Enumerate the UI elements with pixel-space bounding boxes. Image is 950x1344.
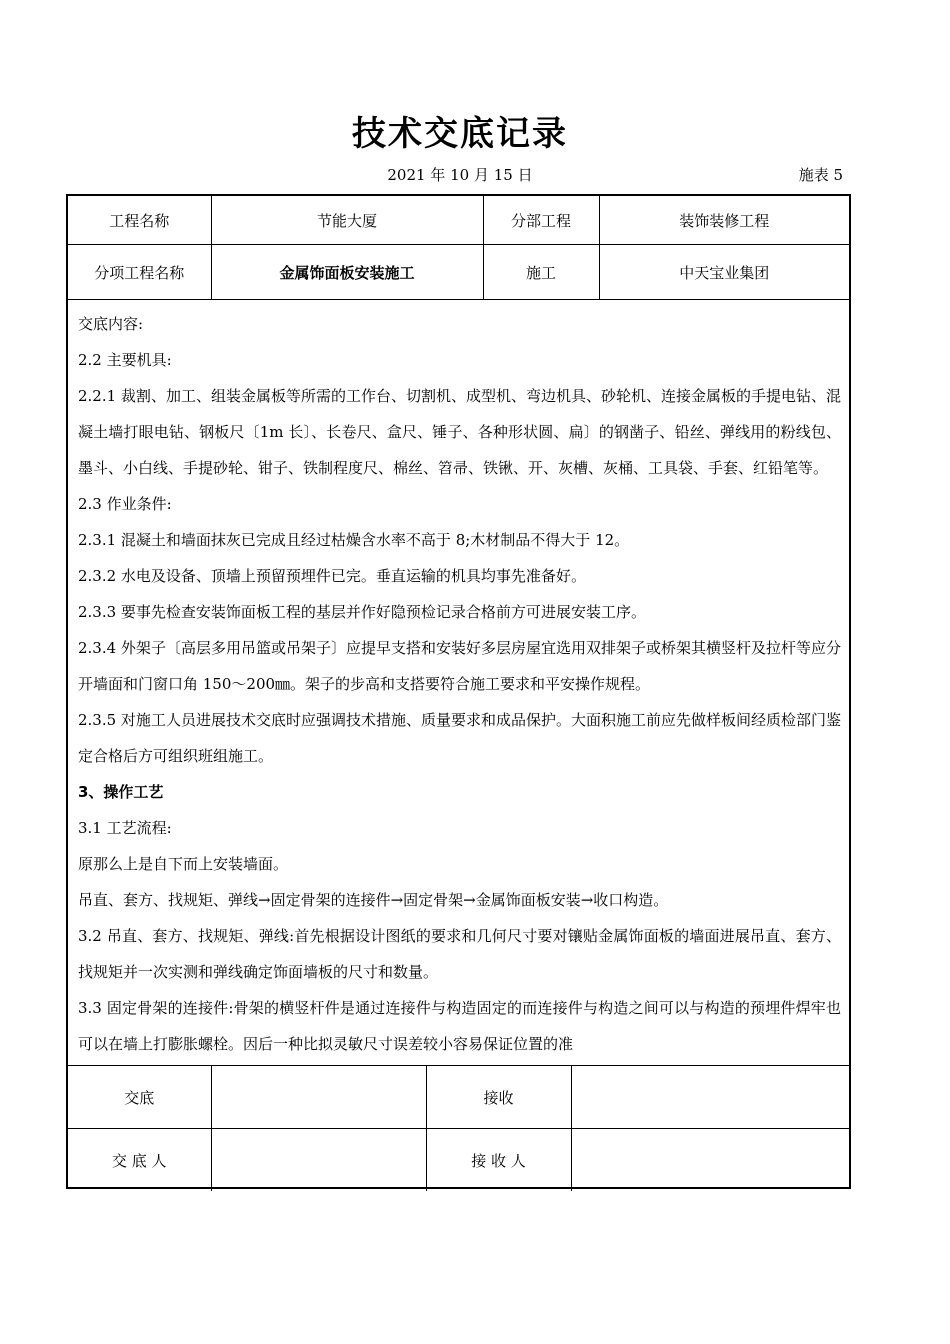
receiver-label: 接 收 人	[426, 1129, 571, 1192]
division-value: 装饰装修工程	[599, 196, 849, 245]
receive-label: 接收	[426, 1066, 571, 1129]
content-paragraph: 2.3.2 水电及设备、顶墙上预留预埋件已完。垂直运输的机具均事先准备好。	[78, 567, 586, 585]
subitem-label: 分项工程名称	[68, 245, 211, 300]
content-paragraph: 3.2 吊直、套方、找规矩、弹线:首先根据设计图纸的要求和几何尺寸要对镶贴金属饰面板的墙面进展吊直、套方、找规矩并一次实测和弹线确定饰面墙板的尺寸和数量。	[78, 927, 841, 981]
content-paragraph: 原那么上是自下而上安装墙面。	[78, 855, 289, 873]
content-paragraph: 2.3.4 外架子〔高层多用吊篮或吊架子〕应提早支搭和安装好多层房屋宜选用双排架子或桥架其横竖杆及拉杆等应分开墙面和门窗口角 150～200㎜。架子的步高和支搭要符合施工要求和平安操作规程。	[78, 639, 841, 693]
document-title: 技术交底记录	[352, 114, 568, 154]
construction-value: 中天宝业集团	[599, 245, 849, 300]
receive-field[interactable]	[571, 1066, 849, 1129]
content-paragraph: 2.2 主要机具:	[78, 351, 172, 369]
content-paragraph: 2.3.5 对施工人员进展技术交底时应强调技术措施、质量要求和成品保护。大面积施工前应先做样板间经质检部门鉴定合格后方可组织班组施工。	[78, 711, 841, 765]
content-paragraph: 吊直、套方、找规矩、弹线→固定骨架的连接件→固定骨架→金属饰面板安装→收口构造。	[78, 891, 669, 909]
header-table	[68, 196, 849, 300]
receiver-field[interactable]	[571, 1129, 849, 1192]
handover-field[interactable]	[211, 1066, 426, 1129]
handover-person-field[interactable]	[211, 1129, 426, 1192]
document-date: 2021 年 10 月 15 日	[387, 166, 533, 184]
content-paragraph: 2.3.1 混凝土和墙面抹灰已完成且经过枯燥含水率不高于 8;木材制品不得大于 12。	[78, 531, 630, 549]
construction-label: 施工	[483, 245, 599, 300]
content-paragraph: 2.3 作业条件:	[78, 495, 172, 513]
project-name-label: 工程名称	[68, 196, 211, 245]
subitem-value: 金属饰面板安装施工	[211, 245, 483, 300]
section-heading: 3、操作工艺	[78, 783, 164, 801]
signature-table	[68, 1065, 849, 1191]
content-paragraph: 2.3.3 要事先检查安装饰面板工程的基层并作好隐预检记录合格前方可进展安装工序。	[78, 603, 646, 621]
form-number: 施表 5	[798, 166, 843, 184]
project-name-value: 节能大厦	[211, 196, 483, 245]
content-paragraph: 3.1 工艺流程:	[78, 819, 172, 837]
content-paragraph: 2.2.1 裁割、加工、组装金属板等所需的工作台、切割机、成型机、弯边机具、砂轮机、连接金属板的手提电钻、混凝土墙打眼电钻、钢板尺〔1m 长〕、长卷尺、盒尺、锤子、各种形状圆、扁〕的钢凿子、铅丝、弹线用的粉线包、墨斗、小白线、手提砂轮、钳子、铁制程度尺、棉丝、笤帚、铁锹、开、灰槽、灰桶、工具袋、手套、红铅笔等。	[78, 387, 841, 477]
record-sheet	[66, 194, 851, 1189]
content-paragraph: 3.3 固定骨架的连接件:骨架的横竖杆件是通过连接件与构造固定的而连接件与构造之间可以与构造的预埋件焊牢也可以在墙上打膨胀螺栓。因后一种比拟灵敏尺寸误差较小容易保证位置的准	[78, 999, 841, 1053]
division-label: 分部工程	[483, 196, 599, 245]
handover-label: 交底	[68, 1066, 211, 1129]
handover-person-label: 交 底 人	[68, 1129, 211, 1192]
content-paragraph: 交底内容:	[78, 315, 144, 333]
handover-content	[78, 306, 841, 1062]
